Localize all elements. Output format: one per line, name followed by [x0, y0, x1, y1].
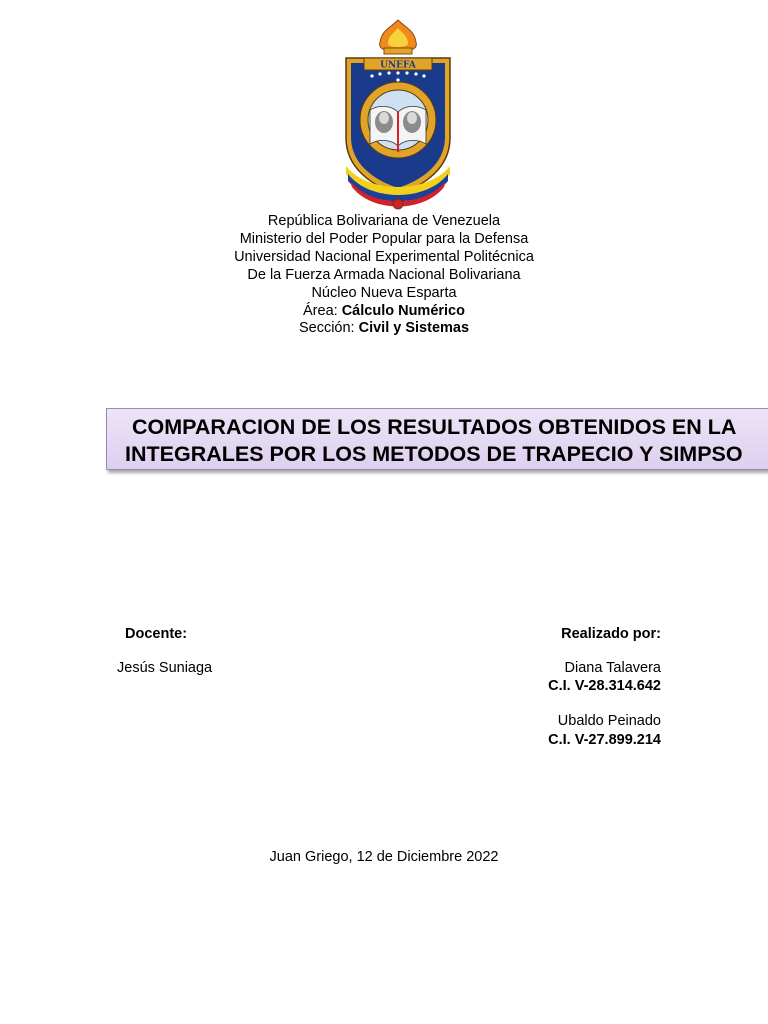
header-area [0, 303, 768, 321]
header-nucleus: Núcleo Nueva Esparta [311, 284, 457, 301]
area-label: Área: [303, 302, 342, 319]
realizado-label: Realizado por: [561, 626, 661, 642]
student-name: Diana Talavera [564, 660, 661, 676]
header-university: Universidad Nacional Experimental Politécnica [234, 248, 534, 265]
student-ci: C.I. V-27.899.214 [548, 732, 661, 748]
institution-header [0, 213, 768, 338]
section-label: Sección: [298, 320, 359, 337]
student-name: Ubaldo Peinado [557, 713, 661, 729]
header-country: República Bolivariana de Venezuela [267, 213, 501, 229]
place-date: Juan Griego, 12 de Diciembre 2022 [269, 849, 499, 865]
section-value: Civil y Sistemas [358, 320, 470, 337]
area-value: Cálculo Numérico [341, 302, 465, 319]
student-ci: C.I. V-28.314.642 [548, 678, 661, 694]
title-line-1: COMPARACION DE LOS RESULTADOS OBTENIDOS EN LA [132, 415, 737, 439]
header-armed-forces: De la Fuerza Armada Nacional Bolivariana [247, 266, 521, 283]
header-section [0, 320, 768, 338]
title-line-2: INTEGRALES POR LOS METODOS DE TRAPECIO Y SIMPSO [125, 442, 743, 466]
docente-label: Docente: [125, 626, 188, 642]
header-ministry: Ministerio del Poder Popular para la Defensa [239, 230, 529, 247]
unefa-logo [338, 18, 458, 214]
logo-unefa-text: UNEFA [380, 60, 416, 71]
docente-name: Jesús Suniaga [117, 660, 213, 676]
